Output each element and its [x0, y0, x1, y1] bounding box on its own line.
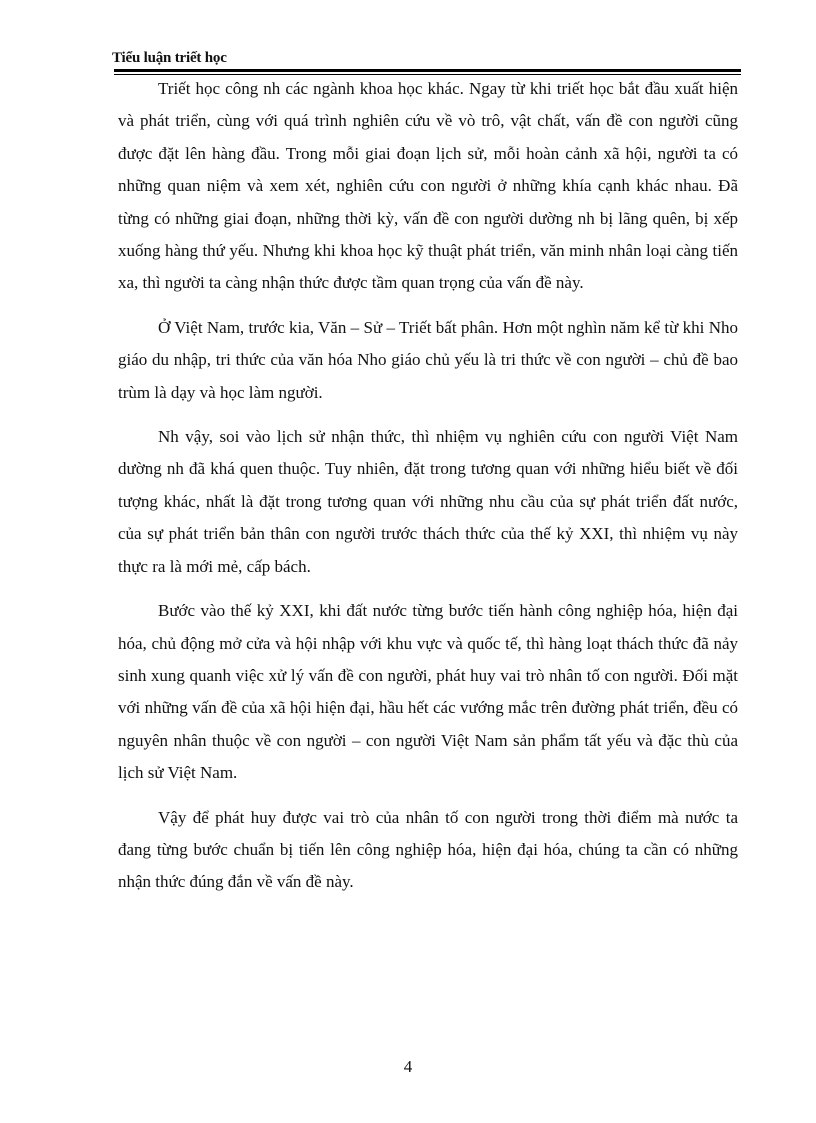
paragraph-2: Ở Việt Nam, trước kia, Văn – Sử – Triết bất phân. Hơn một nghìn năm kể từ khi Nho giáo du nhập, tri thức của văn hóa Nho giáo chủ yếu là tri thức về con người – chủ đề bao trùm là dạy và học làm người.: [118, 317, 738, 402]
paragraph-5: Vậy để phát huy được vai trò của nhân tố con người trong thời điểm mà nước ta đang từng bước chuẩn bị tiến lên công nghiệp hóa, hiện đại hóa, chúng ta cần có những nhận thức đúng đắn về vấn đề này.: [118, 807, 738, 892]
page-number: 4: [403, 1057, 413, 1076]
paragraph-4: Bước vào thế kỷ XXI, khi đất nước từng bước tiến hành công nghiệp hóa, hiện đại hóa, chủ động mở cửa và hội nhập với khu vực và quốc tế, thì hàng loạt thách thức đã nảy sinh xung quanh việc xử lý vấn đề con người, phát huy vai trò nhân tố con người. Đối mặt với những vấn đề của xã hội hiện đại, hầu hết các vướng mắc trên đường phát triển, đều có nguyên nhân thuộc về con người – con người Việt Nam sản phẩm tất yếu và đặc thù của lịch sử Việt Nam.: [118, 601, 738, 783]
paragraph-3: Nh vậy, soi vào lịch sử nhận thức, thì nhiệm vụ nghiên cứu con người Việt Nam dường nh đã khá quen thuộc. Tuy nhiên, đặt trong tương quan với những hiểu biết về đối tượng khác, nhất là đặt trong tương quan với những nhu cầu của sự phát triển đất nước, của sự phát triển bản thân con người trước thách thức của thế kỷ XXI, thì nhiệm vụ này thực ra là mới mẻ, cấp bách.: [118, 427, 738, 576]
header-rule-thick: [114, 69, 741, 72]
header-title: Tiểu luận triết học: [112, 50, 227, 66]
document-body: [118, 73, 738, 899]
paragraph-1: Triết học công nh các ngành khoa học khác. Ngay từ khi triết học bắt đầu xuất hiện và phát triển, cùng với quá trình nghiên cứu về vò trô, vật chất, vấn đề con người cũng được đặt lên hàng đầu. Trong mỗi giai đoạn lịch sử, mỗi hoàn cảnh xã hội, người ta có những quan niệm và xem xét, nghiên cứu con người ở những khía cạnh khác nhau. Đã từng có những giai đoạn, những thời kỳ, vấn đề con người dường nh bị lãng quên, bị xếp xuống hàng thứ yếu. Nhưng khi khoa học kỹ thuật phát triển, văn minh nhân loại càng tiến xa, thì người ta càng nhận thức được tầm quan trọng của vấn đề này.: [118, 79, 738, 293]
